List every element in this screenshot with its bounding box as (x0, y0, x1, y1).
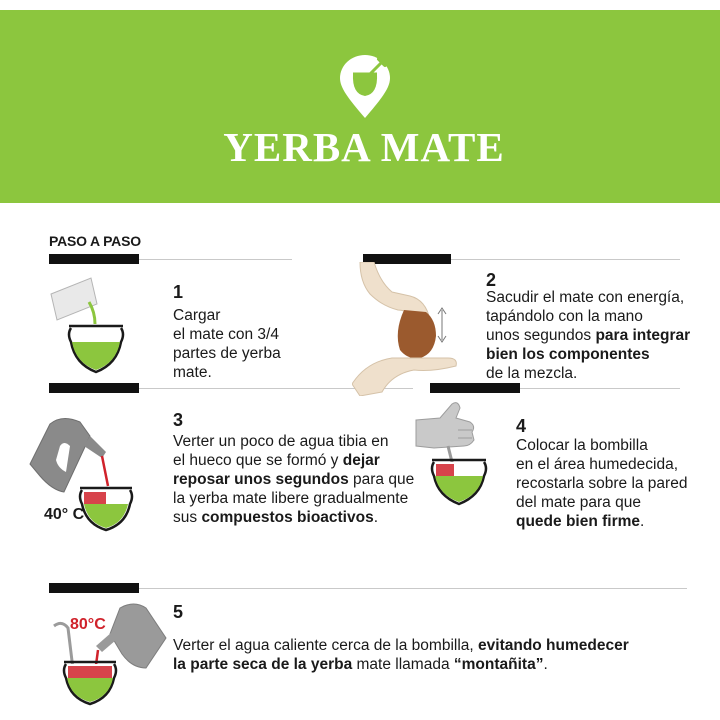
header-banner (0, 10, 720, 203)
yerba-bag-pouring-icon (45, 272, 135, 378)
step-5-divider (49, 583, 139, 593)
step-5-text (173, 636, 629, 674)
hands-shaking-mate-icon (352, 262, 464, 396)
step-3-line: reposar unos segundos para que (173, 471, 415, 488)
step-2-number: 2 (486, 270, 497, 290)
step-2-line: bien los componentes (486, 346, 650, 363)
step-1-text (173, 306, 281, 382)
step-4-line: en el área humedecida, (516, 456, 679, 473)
step-5-line: Verter el agua caliente cerca de la bombilla, evitando humedecer (173, 637, 629, 654)
step-1-number: 1 (173, 282, 184, 302)
step-4-line: recostarla sobre la pared (516, 475, 688, 492)
step-3-temperature: 40° C (44, 506, 85, 523)
step-5-line: la parte seca de la yerba mate llamada “montañita”. (173, 656, 548, 673)
page-title: YERBA MATE (223, 124, 505, 170)
step-2-line: Sacudir el mate con energía, (486, 289, 685, 306)
step-2-line: unos segundos para integrar (486, 327, 691, 344)
step-1-line: el mate con 3/4 (173, 326, 279, 343)
step-5-rule (139, 588, 687, 589)
step-3-divider (49, 383, 139, 393)
step-2-line: tapándolo con la mano (486, 308, 643, 325)
step-2-text (486, 288, 690, 383)
step-3-line: Verter un poco de agua tibia en (173, 433, 389, 450)
step-4-text (516, 436, 687, 531)
step-2-line: de la mezcla. (486, 365, 578, 382)
step-4-line: Colocar la bombilla (516, 437, 648, 454)
step-3-text (173, 432, 414, 527)
step-1-line: Cargar (173, 307, 221, 324)
step-4-line: quede bien firme. (516, 513, 645, 530)
kettle-pouring-hot-water-icon (50, 598, 170, 710)
step-1-line: mate. (173, 364, 212, 381)
step-3-line: la yerba mate libere gradualmente (173, 490, 409, 507)
step-1-rule (139, 259, 292, 260)
section-subtitle: PASO A PASO (49, 233, 141, 249)
step-5-number: 5 (173, 602, 184, 622)
step-5-temperature: 80°C (70, 616, 106, 633)
map-pin-mate-icon (338, 54, 392, 120)
step-1-line: partes de yerba (173, 345, 281, 362)
step-4-rule (520, 388, 680, 389)
step-2-rule (451, 259, 680, 260)
step-3-number: 3 (173, 410, 184, 430)
hand-placing-bombilla-icon (414, 400, 506, 510)
step-4-line: del mate para que (516, 494, 641, 511)
step-4-number: 4 (516, 416, 527, 436)
step-3-line: sus compuestos bioactivos. (173, 509, 379, 526)
step-3-line: el hueco que se formó y dejar (173, 452, 380, 469)
step-1-divider (49, 254, 139, 264)
